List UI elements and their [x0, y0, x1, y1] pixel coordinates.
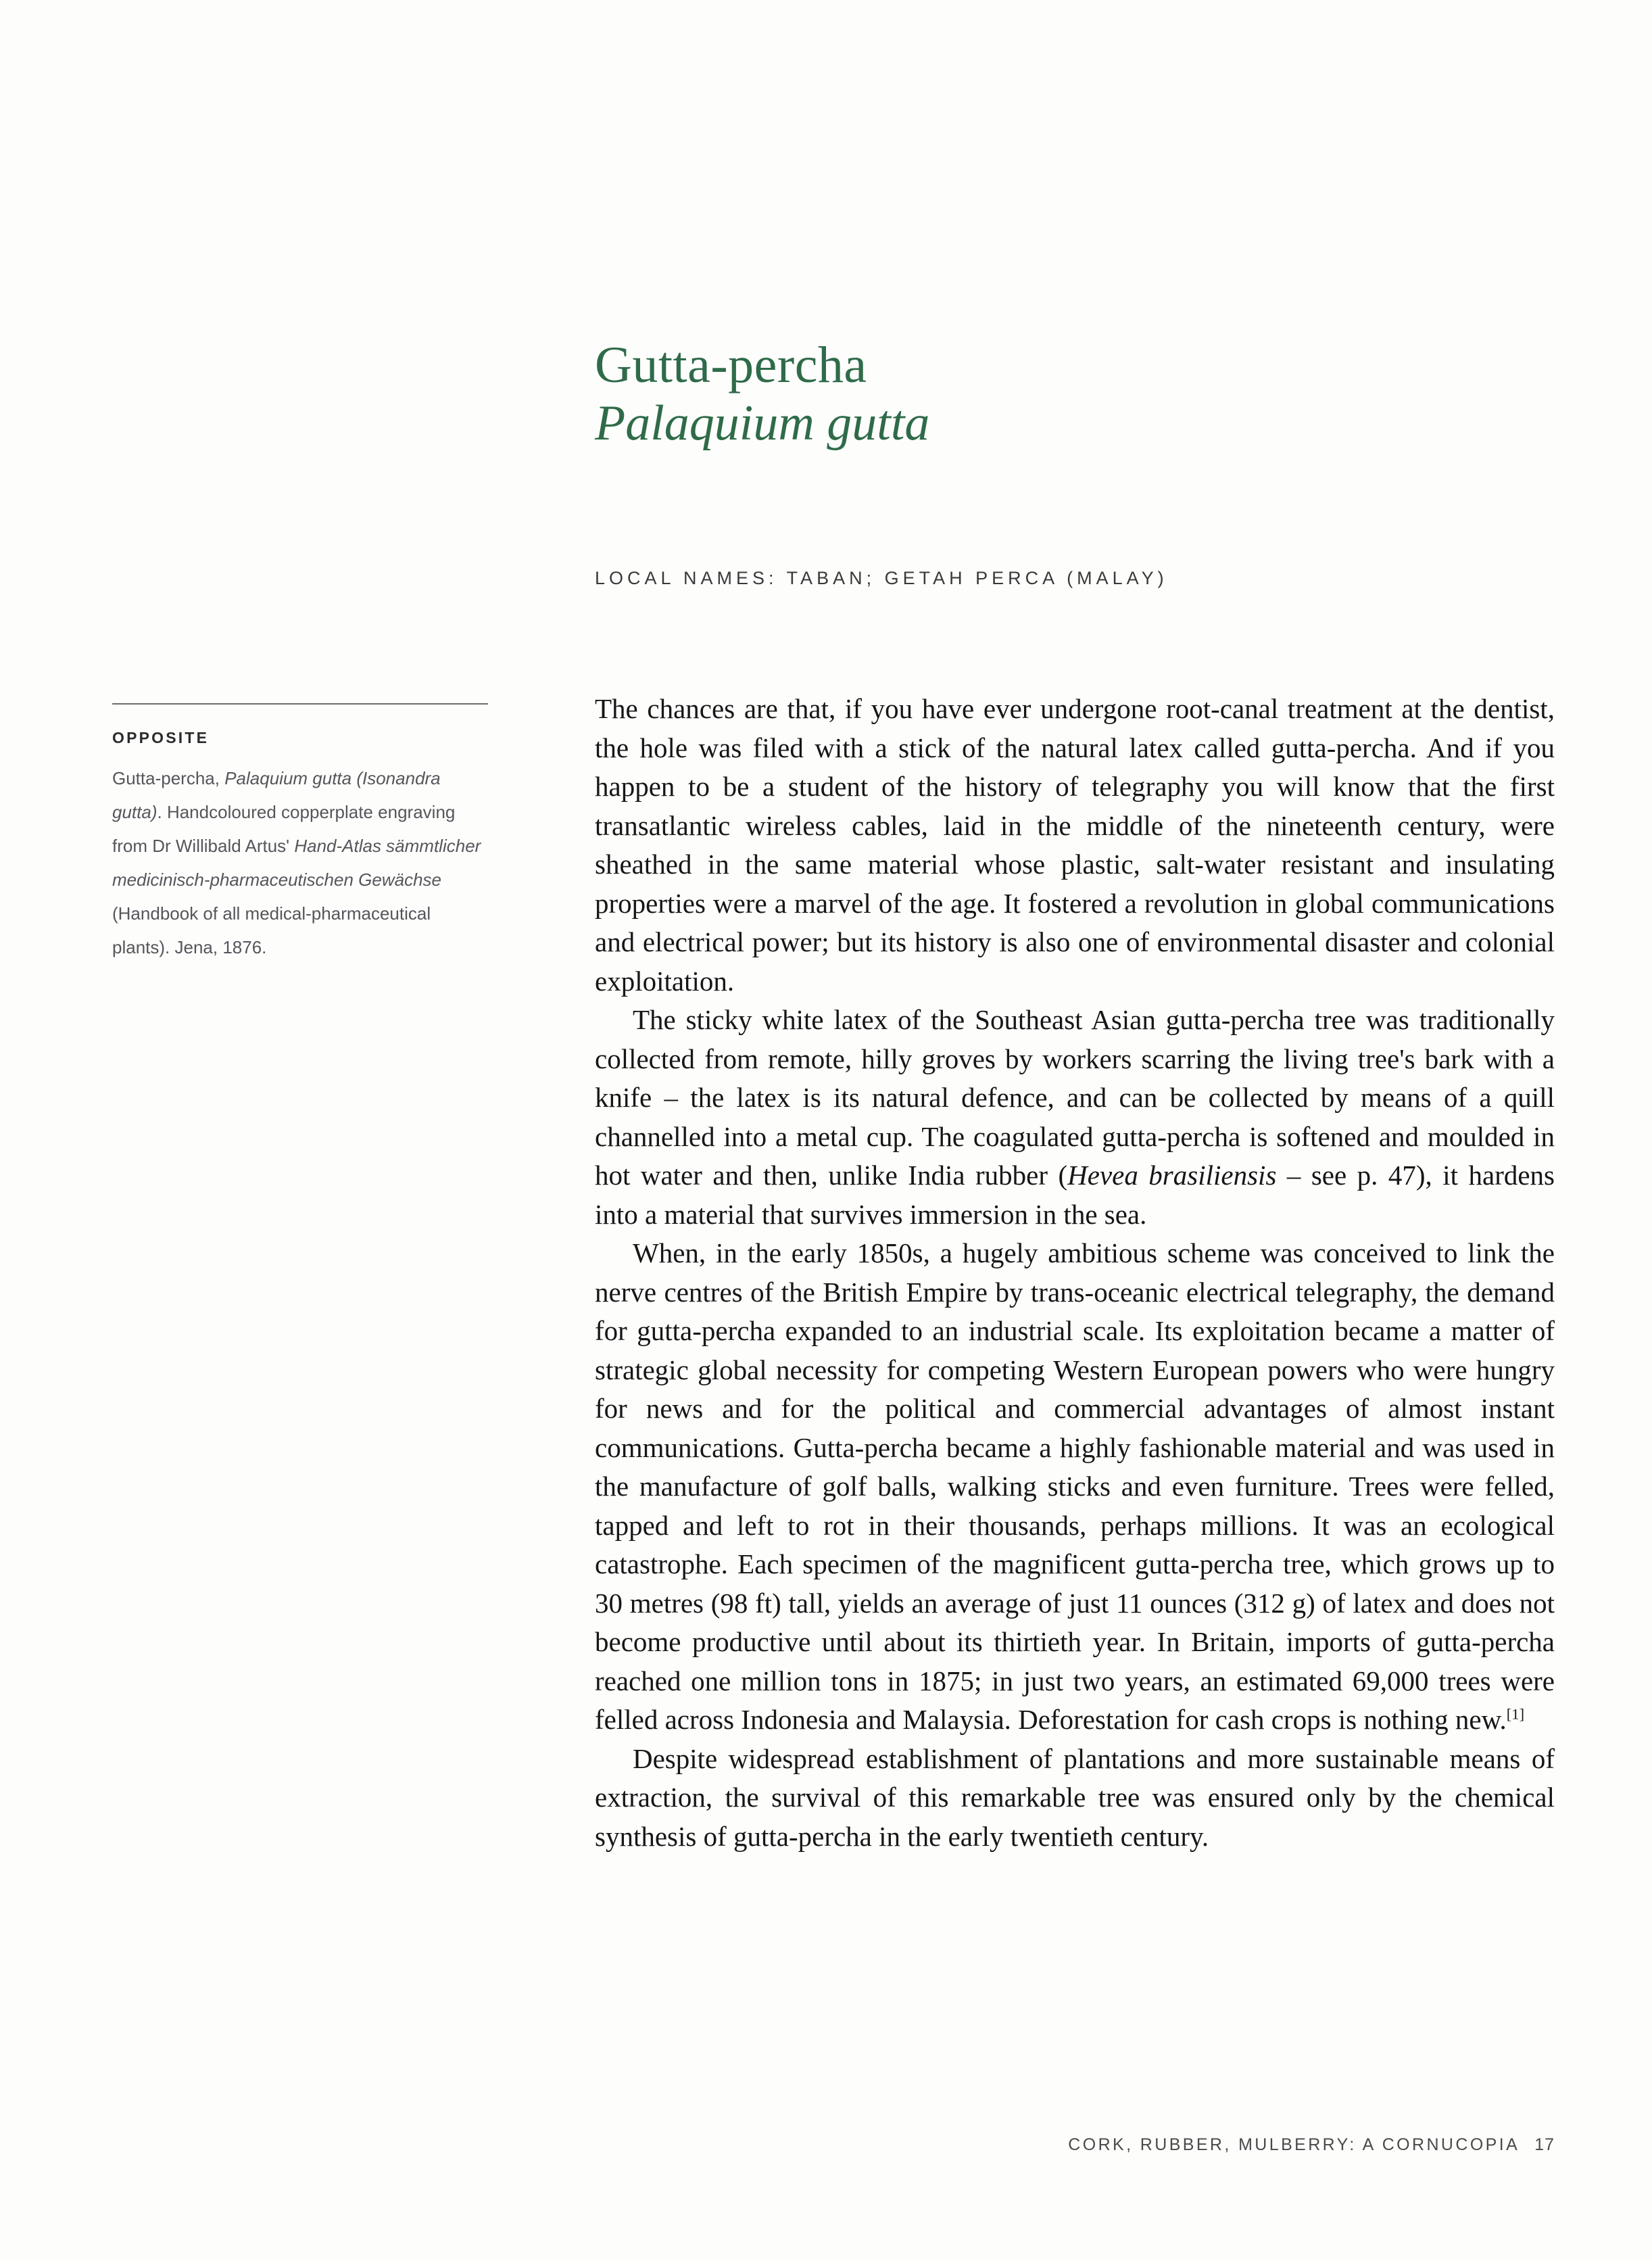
footnote-marker[interactable]: [1] — [1506, 1705, 1525, 1723]
caption-text-3: (Handbook of all medical-pharmaceutical plants). Jena, 1876. — [112, 903, 431, 957]
caption-italic-3: Hand-Atlas sämmtlicher medicinisch-pharmaceutischen Gewächse — [112, 835, 481, 890]
main-text-column — [595, 690, 1555, 1856]
page-title-latin-name: Palaquium gutta — [595, 395, 930, 451]
caption-text-2: . Handcoloured copperplate engraving from Dr Willibald Artus' — [112, 801, 456, 856]
body-paragraph-2 — [595, 1001, 1555, 1234]
page-title-common-name: Gutta-percha — [595, 337, 867, 394]
body-paragraph-1: The chances are that, if you have ever undergone root-canal treatment at the dentist, the hole was filed with a stick of the natural latex called gutta-percha. And if you happen to be a student of the history of telegraphy you will know that the first transatlantic wireless cables, laid in the middle of the nineteenth century, were sheathed in the same material whose plastic, salt-water resistant and insulating properties were a marvel of the age. It fostered a revolution in global communications and electrical power; but its history is also one of environmental disaster and colonial exploitation. — [595, 693, 1555, 997]
title-block — [595, 338, 1555, 451]
caption-italic-1: Palaquium gutta — [224, 768, 352, 788]
paragraph-2-part-2: – see p. 47), it hardens into a material that survives immersion in the sea. — [595, 1160, 1555, 1230]
caption-text-1: Gutta-percha, — [112, 768, 225, 788]
caption-kicker: OPPOSITE — [112, 729, 210, 746]
running-head: CORK, RUBBER, MULBERRY: A CORNUCOPIA — [1068, 2135, 1520, 2154]
body-paragraph-3 — [595, 1234, 1555, 1740]
paragraph-2-part-1: The sticky white latex of the Southeast Asian gutta-percha tree was traditionally collected from remote, hilly groves by workers scarring the living tree's bark with a knife – the latex is its natural defence, and can be collected by means of a quill channelled into a metal cup. The coagulated gutta-percha is softened and moulded in hot water and then, unlike India rubber ( — [595, 1004, 1555, 1191]
page-number: 17 — [1534, 2135, 1555, 2154]
opposite-caption — [112, 703, 488, 964]
caption-body — [112, 762, 488, 964]
paragraph-3-text: When, in the early 1850s, a hugely ambitious scheme was conceived to link the nerve centres of the British Empire by trans-oceanic electrical telegraphy, the demand for gutta-percha expanded to an industrial scale. Its exploitation became a matter of strategic global necessity for competing Western European powers who were hungry for news and for the political and commercial advantages of almost instant communications. Gutta-percha became a highly fashionable material and was used in the manufacture of golf balls, walking sticks and even furniture. Trees were felled, tapped and left to rot in their thousands, perhaps millions. It was an ecological catastrophe. Each specimen of the magnificent gutta-percha tree, which grows up to 30 metres (98 ft) tall, yields an average of just 11 ounces (312 g) of latex and does not become productive until about its thirtieth year. In Britain, imports of gutta-percha reached one million tons in 1875; in just two years, an estimated 69,000 trees were felled across Indonesia and Malaysia. Deforestation for cash crops is nothing new. — [595, 1237, 1555, 1735]
local-names-line: LOCAL NAMES: TABAN; GETAH PERCA (MALAY) — [595, 568, 1168, 588]
caption-italic-2: (Isonandra gutta) — [112, 768, 441, 822]
species-name-hevea: Hevea brasiliensis — [1067, 1160, 1277, 1191]
page-footer — [595, 2135, 1555, 2155]
caption-divider — [112, 703, 488, 705]
body-paragraph-4: Despite widespread establishment of plantations and more sustainable means of extraction, the survival of this remarkable tree was ensured only by the chemical synthesis of gutta-percha in the early twentieth century. — [595, 1742, 1555, 1852]
